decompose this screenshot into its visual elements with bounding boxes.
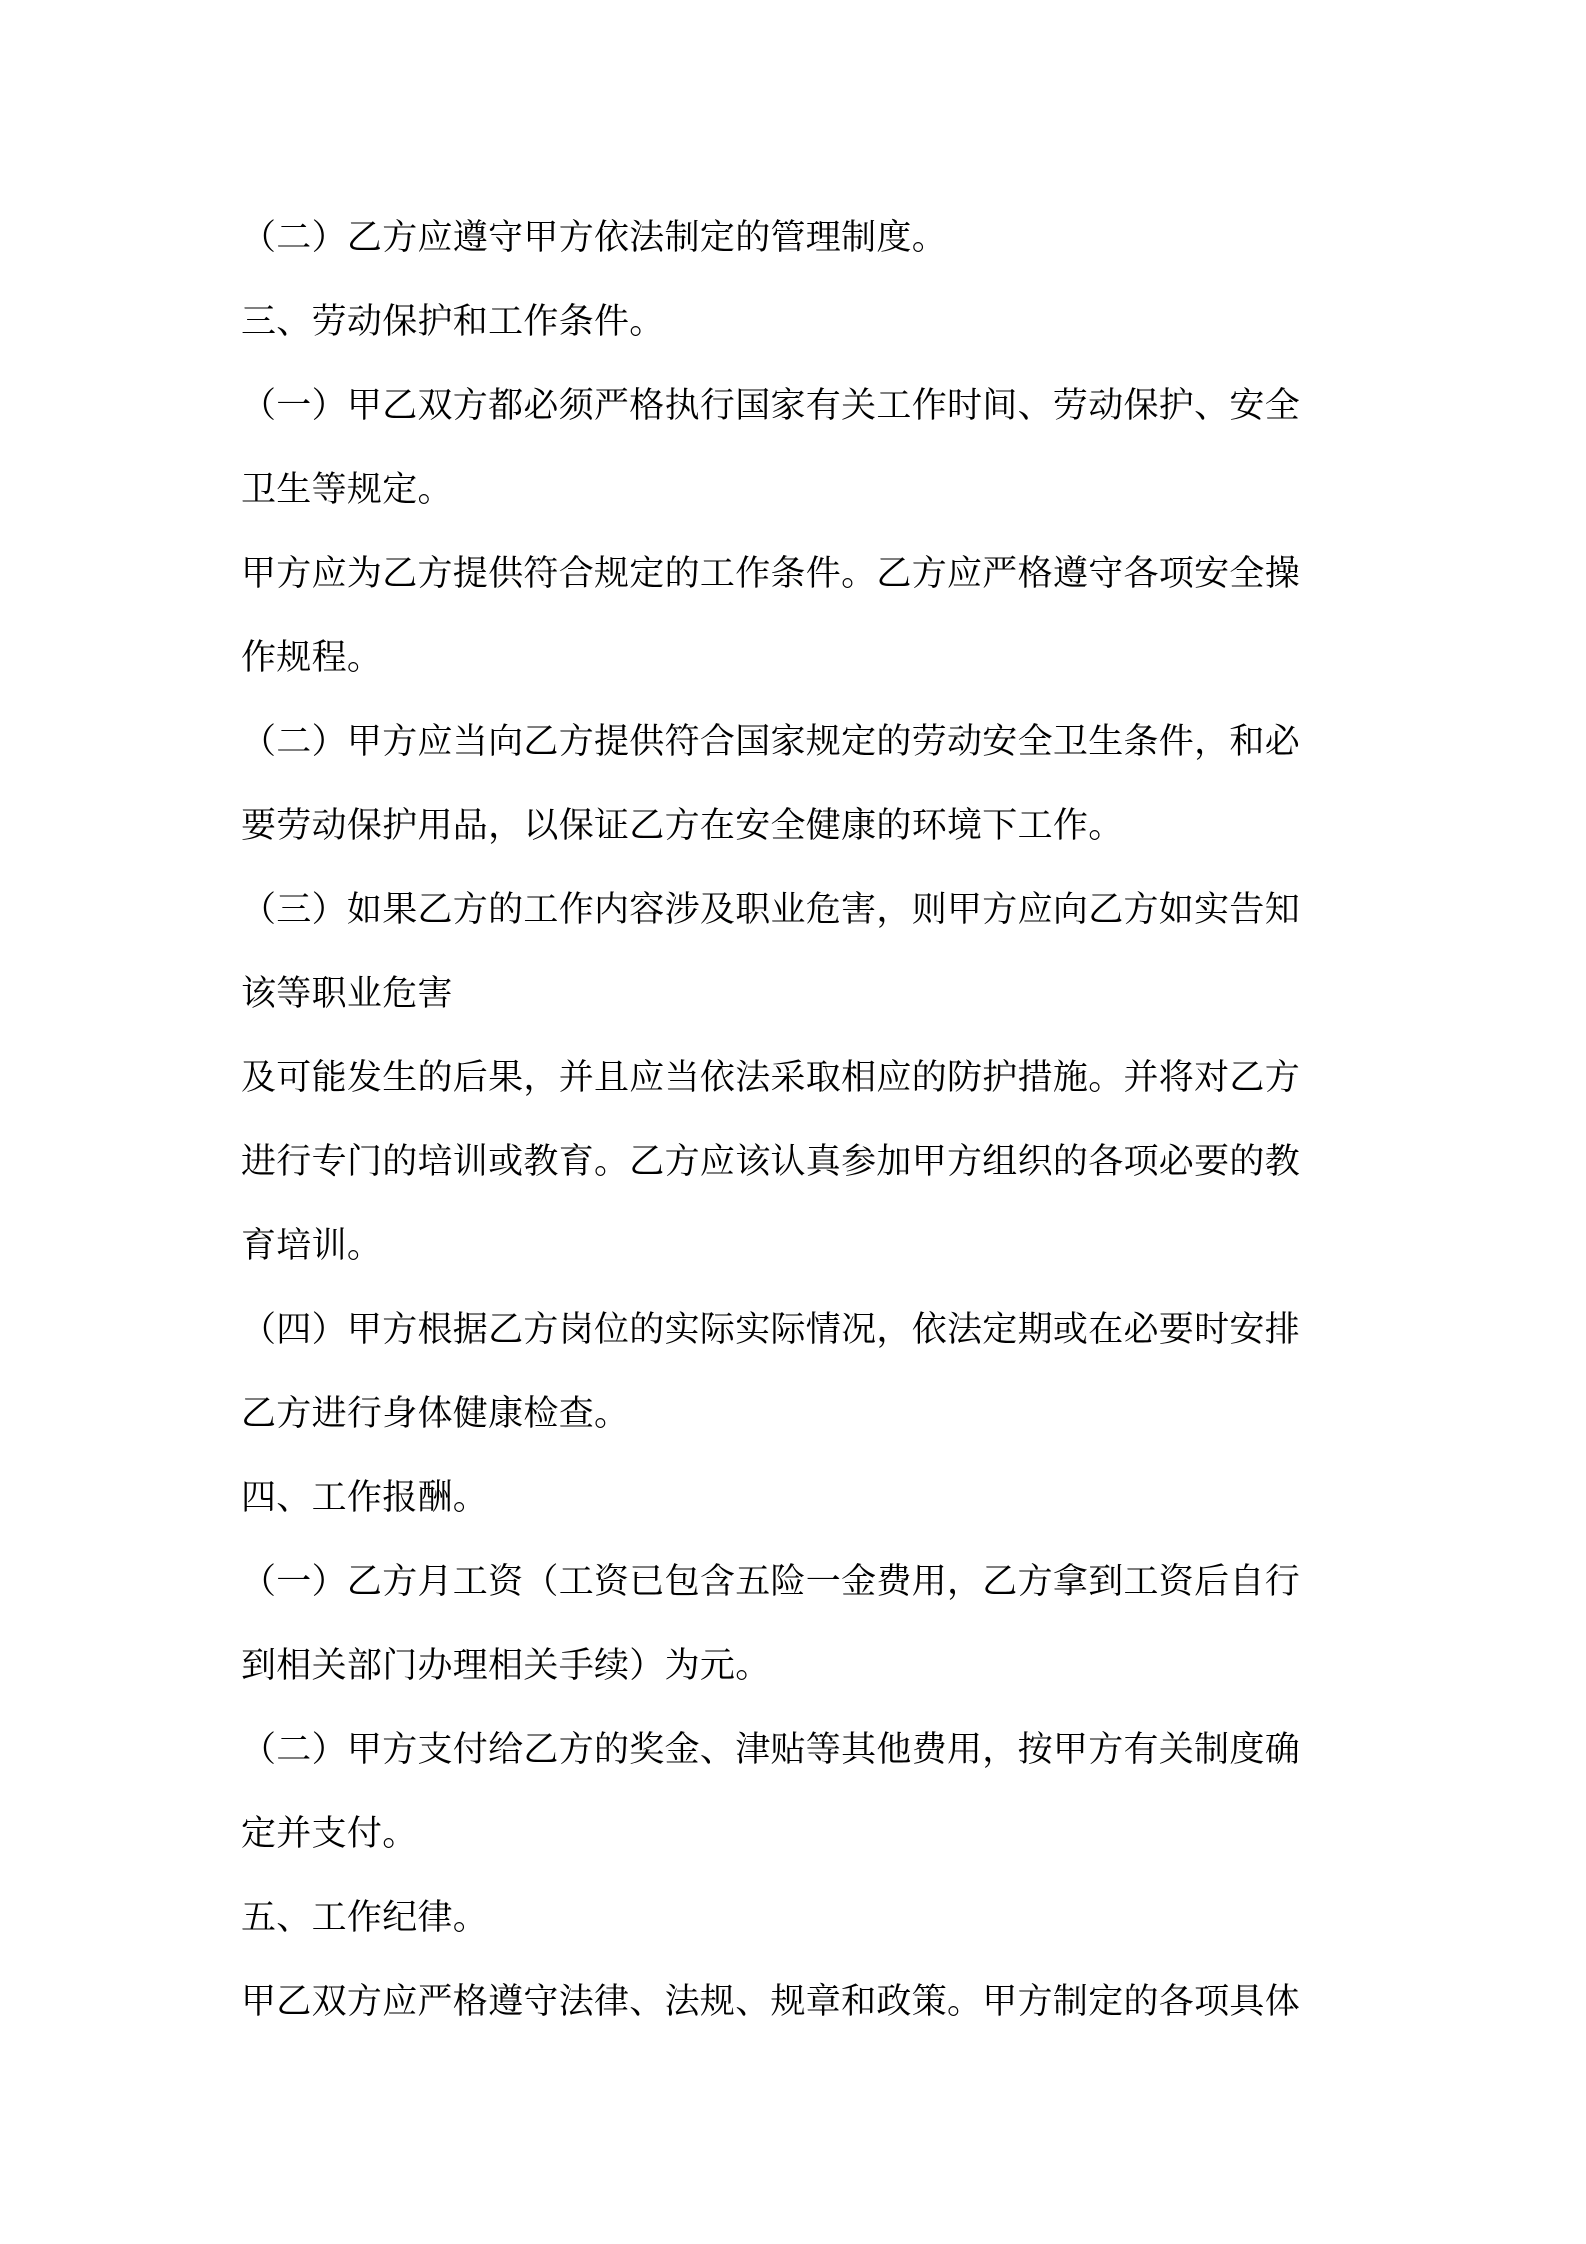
section-heading: 五、工作纪律。 — [241, 1898, 489, 1938]
text-line: 定并支付。 — [241, 1814, 418, 1854]
text-line: 育培训。 — [241, 1226, 383, 1266]
text-line: 作规程。 — [241, 638, 383, 678]
section-heading: 四、工作报酬。 — [241, 1478, 489, 1518]
text-line: 要劳动保护用品，以保证乙方在安全健康的环境下工作。 — [241, 806, 1124, 846]
text-line: 卫生等规定。 — [241, 470, 453, 510]
text-line: 乙方进行身体健康检查。 — [241, 1394, 630, 1434]
text-line: （一）甲乙双方都必须严格执行国家有关工作时间、劳动保护、安全 — [241, 386, 1301, 426]
text-line: 甲乙双方应严格遵守法律、法规、规章和政策。甲方制定的各项具体 — [241, 1982, 1301, 2022]
text-line: （四）甲方根据乙方岗位的实际实际情况，依法定期或在必要时安排 — [241, 1310, 1301, 1350]
text-line: （一）乙方月工资（工资已包含五险一金费用，乙方拿到工资后自行 — [241, 1562, 1301, 1602]
text-line: （二）甲方支付给乙方的奖金、津贴等其他费用，按甲方有关制度确 — [241, 1730, 1301, 1770]
text-line: （二）乙方应遵守甲方依法制定的管理制度。 — [241, 218, 948, 258]
section-heading: 三、劳动保护和工作条件。 — [241, 302, 665, 342]
contract-text — [241, 196, 1361, 2044]
text-line: （三）如果乙方的工作内容涉及职业危害，则甲方应向乙方如实告知 — [241, 890, 1301, 930]
text-line: 该等职业危害 — [241, 974, 453, 1014]
text-line: 进行专门的培训或教育。乙方应该认真参加甲方组织的各项必要的教 — [241, 1142, 1301, 1182]
text-line: 甲方应为乙方提供符合规定的工作条件。乙方应严格遵守各项安全操 — [241, 554, 1301, 594]
text-line: 及可能发生的后果，并且应当依法采取相应的防护措施。并将对乙方 — [241, 1058, 1301, 1098]
text-line: 到相关部门办理相关手续）为元。 — [241, 1646, 771, 1686]
text-line: （二）甲方应当向乙方提供符合国家规定的劳动安全卫生条件，和必 — [241, 722, 1301, 762]
